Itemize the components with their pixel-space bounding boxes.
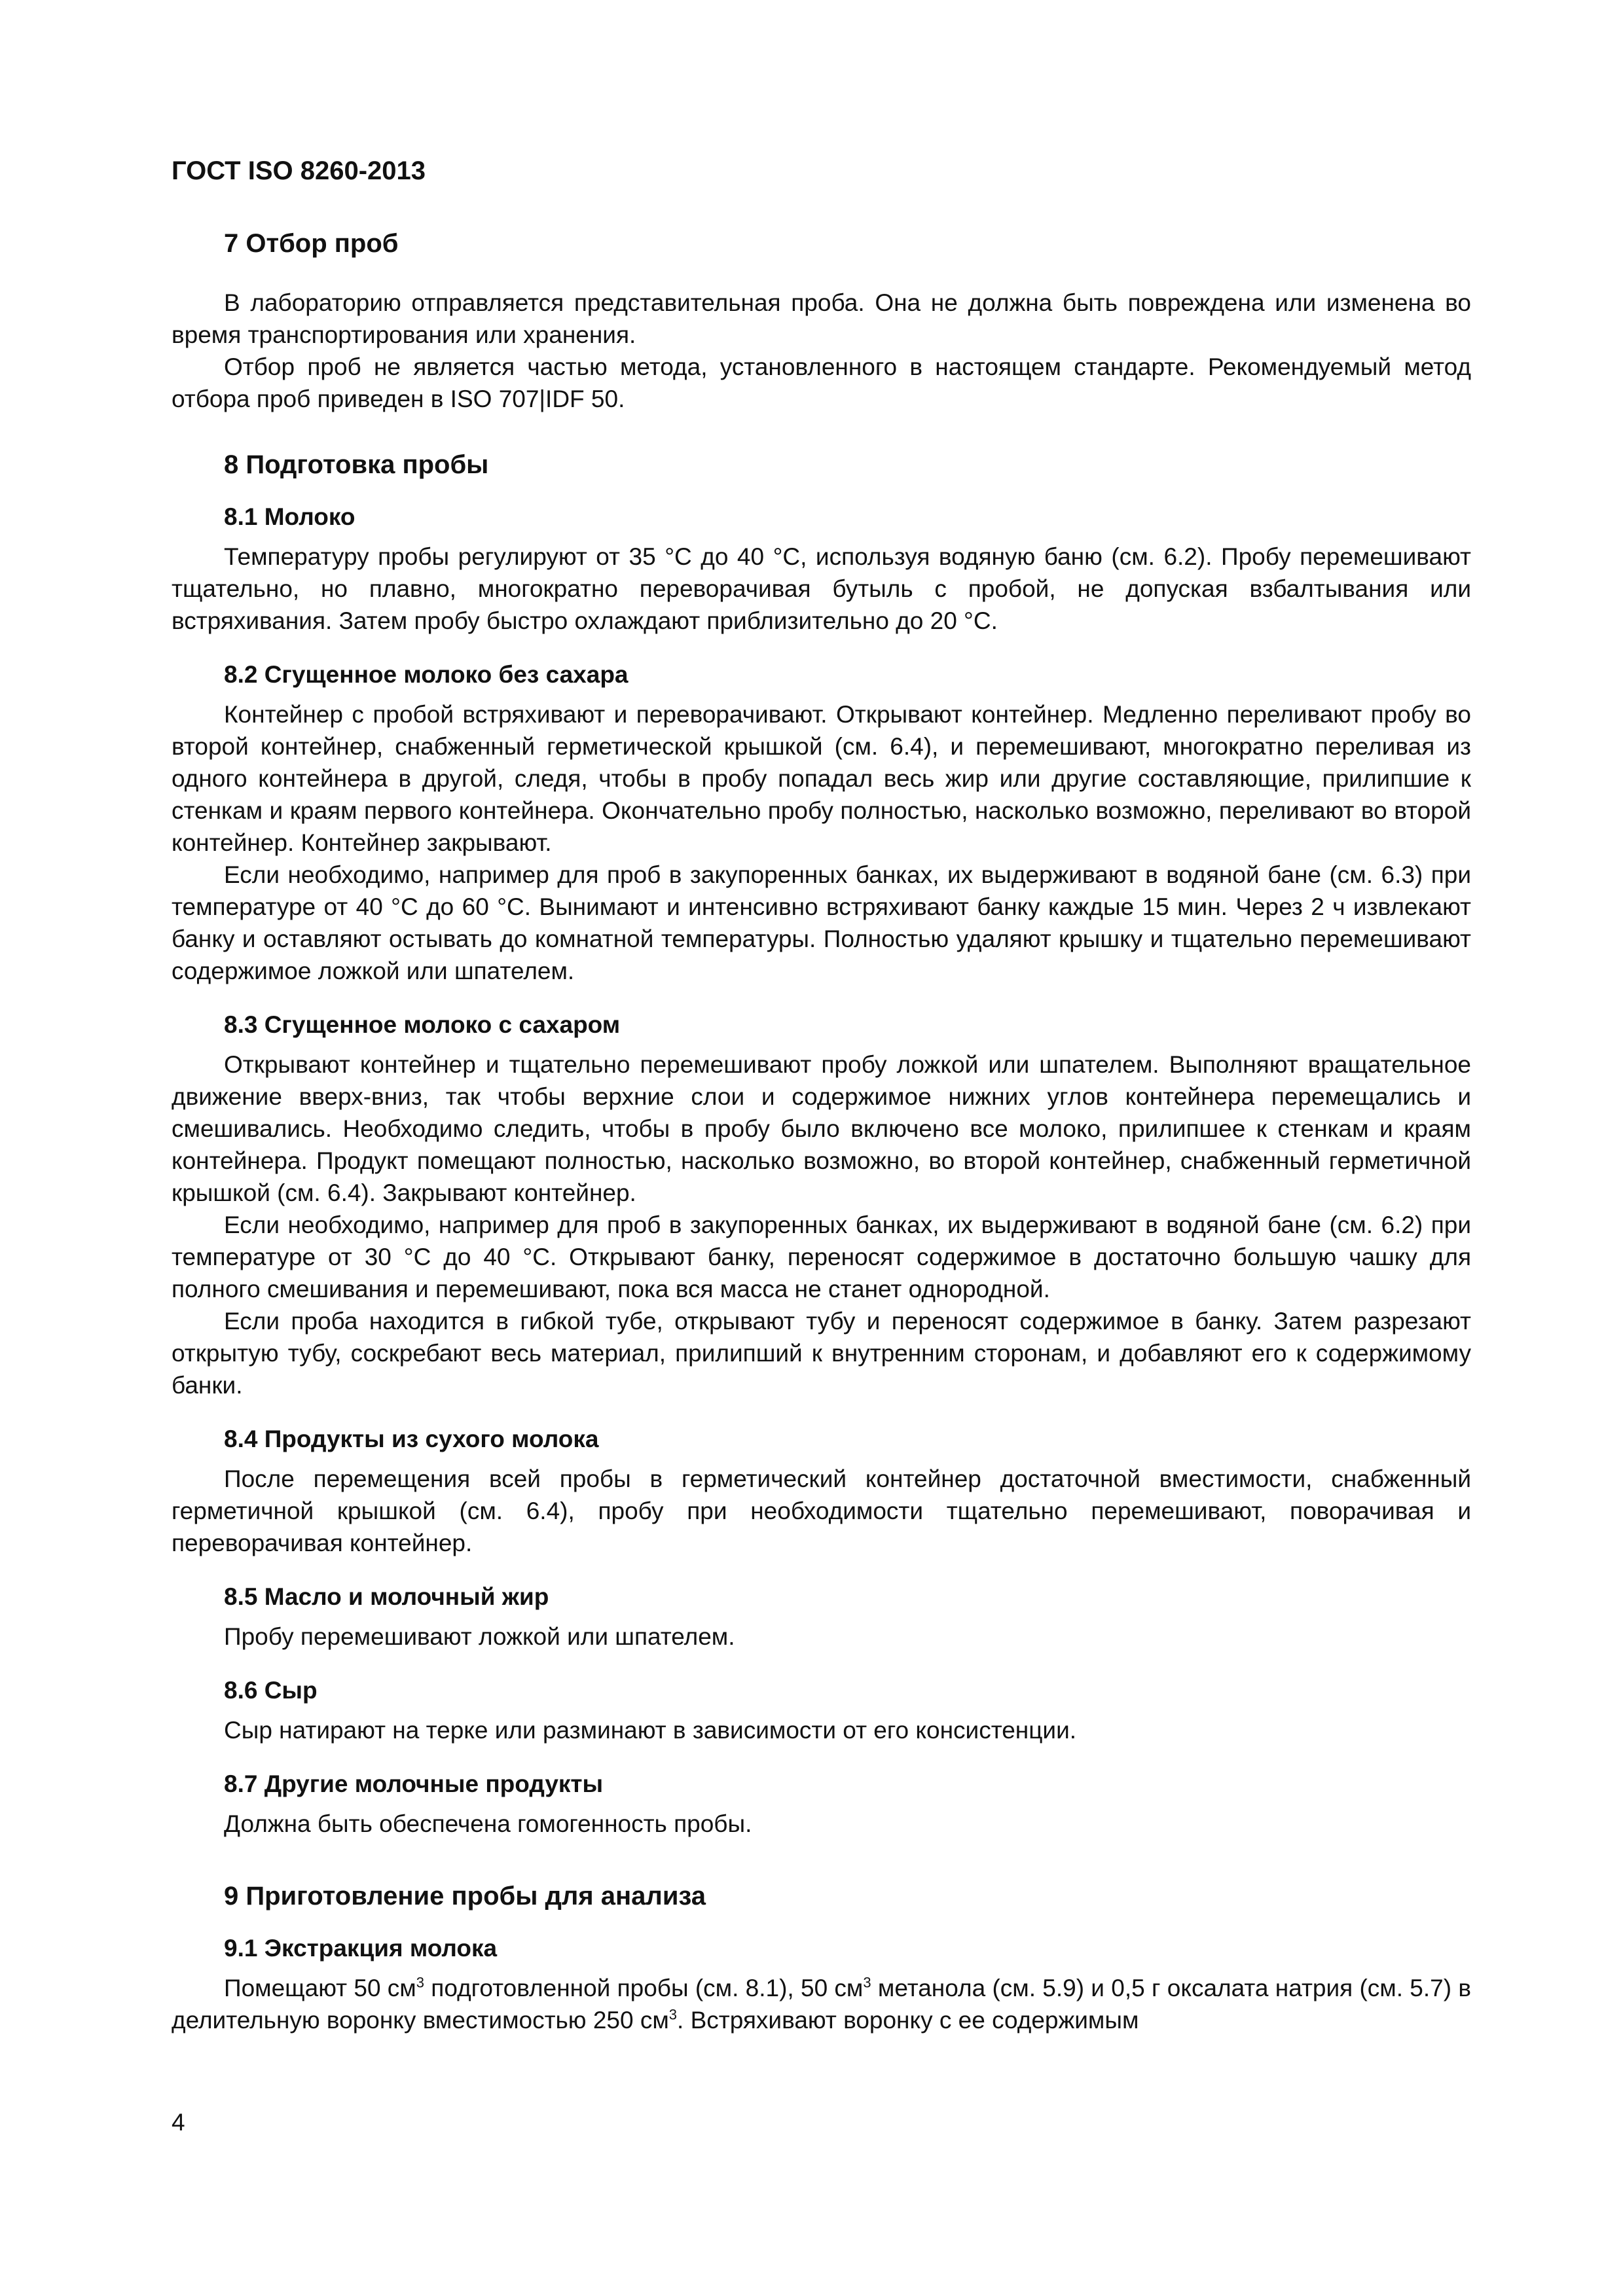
subsection-8-6-paragraph-1: Сыр натирают на терке или разминают в зависимости от его консистенции. bbox=[224, 1717, 1077, 1744]
subsection-8-3-paragraph-3: Если проба находится в гибкой тубе, открывают тубу и переносят содержимое в банку. Затем разрезают открытую тубу, соскребают весь материал, прилипший к внутренним сторонам, и добавляют его к содержимому банки. bbox=[172, 1308, 1471, 1399]
subsection-9-1-title: 9.1 Экстракция молока bbox=[224, 1935, 498, 1962]
section-8-title: 8 Подготовка пробы bbox=[224, 450, 489, 479]
subsection-8-1-title: 8.1 Молоко bbox=[224, 503, 356, 530]
subsection-8-1-paragraph-1: Температуру пробы регулируют от 35 °С до 40 °С, используя водяную баню (см. 6.2). Пробу перемешивают тщательно, но плавно, многократно переворачивая бутыль с пробой, не допуская взбалтывания или встряхивания. Затем пробу быстро охлаждают приблизительно до 20 °С. bbox=[172, 543, 1471, 634]
section-7-title: 7 Отбор проб bbox=[224, 229, 399, 258]
document-code: ГОСТ ISO 8260-2013 bbox=[172, 156, 426, 185]
subsection-8-1 bbox=[172, 501, 1471, 637]
superscript-3: 3 bbox=[668, 2006, 678, 2023]
subsection-9-1-paragraph-1 bbox=[172, 1972, 1471, 2036]
subsection-8-7-title: 8.7 Другие молочные продукты bbox=[224, 1770, 604, 1797]
section-9-title: 9 Приготовление пробы для анализа bbox=[224, 1882, 706, 1910]
paragraph-text-part-3: метанола (см. 5.9) и 0,5 г оксалата натрия (см. 5.7) в делительную воронку вместимостью 250 см bbox=[172, 1975, 1471, 2034]
section-8 bbox=[172, 448, 1471, 1840]
subsection-8-2-paragraph-1: Контейнер с пробой встряхивают и переворачивают. Открывают контейнер. Медленно переливают пробу во второй контейнер, снабженный герметической крышкой (см. 6.4), и перемешивают, многократно переливая из одного контейнера в другой, следя, чтобы в пробу попадал весь жир или другие составляющие, прилипшие к стенкам и краям первого контейнера. Окончательно пробу полностью, насколько возможно, переливают во второй контейнер. Контейнер закрывают. bbox=[172, 701, 1471, 856]
superscript-3: 3 bbox=[863, 1974, 871, 1991]
subsection-8-2-title: 8.2 Сгущенное молоко без сахара bbox=[224, 661, 629, 688]
paragraph-text-part-4: . Встряхивают воронку с ее содержимым bbox=[677, 2007, 1139, 2034]
subsection-8-5-title: 8.5 Масло и молочный жир bbox=[224, 1583, 549, 1610]
section-9 bbox=[172, 1879, 1471, 2036]
subsection-8-3-paragraph-2: Если необходимо, например для проб в закупоренных банках, их выдерживают в водяной бане (см. 6.2) при температуре от 30 °С до 40 °С. Открывают банку, переносят содержимое в достаточно большую чашку для полного смешивания и перемешивают, пока вся масса не станет однородной. bbox=[172, 1211, 1471, 1302]
paragraph-text-part-2: подготовленной пробы (см. 8.1), 50 см bbox=[424, 1975, 864, 2001]
paragraph-text-part-1: Помещают 50 см bbox=[224, 1975, 416, 2001]
subsection-8-7-paragraph-1: Должна быть обеспечена гомогенность пробы. bbox=[224, 1810, 752, 1837]
subsection-9-1 bbox=[172, 1933, 1471, 2036]
subsection-8-3-title: 8.3 Сгущенное молоко с сахаром bbox=[224, 1011, 621, 1038]
section-7-paragraph-1: В лабораторию отправляется представительная проба. Она не должна быть повреждена или изменена во время транспортирования или хранения. bbox=[172, 289, 1471, 348]
subsection-8-4-title: 8.4 Продукты из сухого молока bbox=[224, 1426, 599, 1452]
subsection-8-3 bbox=[172, 1009, 1471, 1401]
subsection-8-4-paragraph-1: После перемещения всей пробы в герметический контейнер достаточной вместимости, снабженный герметичной крышкой (см. 6.4), пробу при необходимости тщательно перемешивают, поворачивая и переворачивая контейнер. bbox=[172, 1465, 1471, 1556]
superscript-3: 3 bbox=[416, 1974, 424, 1991]
subsection-8-5 bbox=[172, 1581, 1471, 1653]
subsection-8-2 bbox=[172, 659, 1471, 987]
section-7-paragraph-2: Отбор проб не является частью метода, установленного в настоящем стандарте. Рекомендуемый метод отбора проб приведен в ISO 707|IDF 50. bbox=[172, 353, 1471, 412]
page-number: 4 bbox=[172, 2109, 185, 2136]
subsection-8-6 bbox=[172, 1675, 1471, 1746]
document-body bbox=[172, 226, 1471, 2069]
subsection-8-2-paragraph-2: Если необходимо, например для проб в закупоренных банках, их выдерживают в водяной бане (см. 6.3) при температуре от 40 °С до 60 °С. Вынимают и интенсивно встряхивают банку каждые 15 мин. Через 2 ч извлекают банку и оставляют остывать до комнатной температуры. Полностью удаляют крышку и тщательно перемешивают содержимое ложкой или шпателем. bbox=[172, 861, 1471, 984]
subsection-8-3-paragraph-1: Открывают контейнер и тщательно перемешивают пробу ложкой или шпателем. Выполняют вращательное движение вверх-вниз, так чтобы верхние слои и содержимое нижних углов контейнера перемещались и смешивались. Необходимо следить, чтобы в пробу было включено все молоко, прилипшее к стенкам и краям контейнера. Продукт помещают полностью, насколько возможно, во второй контейнер, снабженный герметичной крышкой (см. 6.4). Закрывают контейнер. bbox=[172, 1051, 1471, 1206]
subsection-8-4 bbox=[172, 1424, 1471, 1559]
subsection-8-5-paragraph-1: Пробу перемешивают ложкой или шпателем. bbox=[224, 1623, 735, 1650]
subsection-8-7 bbox=[172, 1768, 1471, 1840]
subsection-8-6-title: 8.6 Сыр bbox=[224, 1677, 318, 1704]
section-7 bbox=[172, 226, 1471, 415]
